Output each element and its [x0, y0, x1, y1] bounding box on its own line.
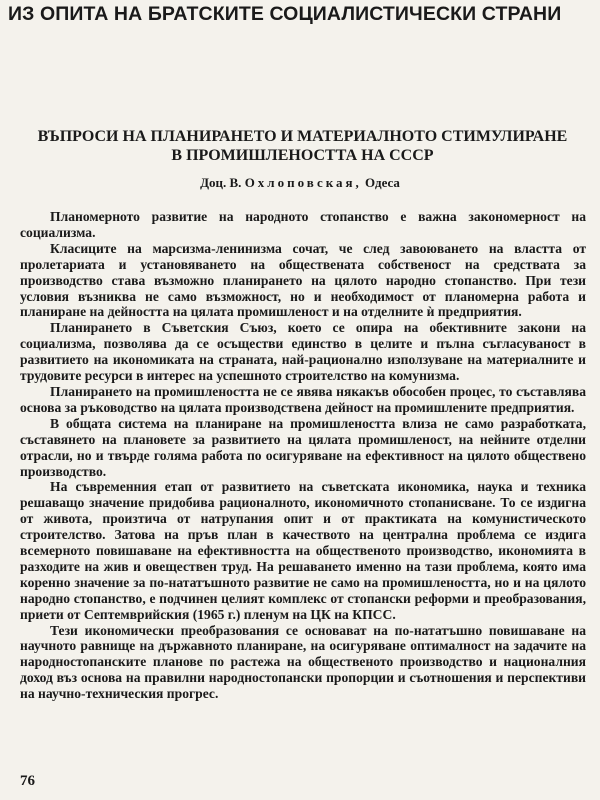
- paragraph: Планирането в Съветския Съюз, което се опира на обективните закони на социализма, позволява да се осъществи единство в целите и пълна съгласуваност в развитието на икономиката на страната, най-рационално използуване на материалните и трудовите ресурси в интерес на успешното строителство на комунизма.: [20, 320, 586, 384]
- paragraph: На съвременния етап от развитието на съветската икономика, наука и техника решаващо значение придобива рационалното, икономичното стопанисване. То се издигна от живота, произтича от натрупания опит и от практиката на комунистическото строителство. Затова на пръв план в качеството на централна проблема се издига всемерното повишаване на ефективността на общественото производство, икономията в разходите на жив и овеществен труд. На решаването именно на тази проблема, която има коренно значение за по-нататъшното развитие не само на промишлеността, но и на цялото народно стопанство, е подчинен целият комплекс от стопански реформи и преобразования, приети от Септемврийския (1965 г.) пленум на ЦК на КПСС.: [20, 479, 586, 622]
- paragraph: Тези икономически преобразования се основават на по-нататъшно повишаване на научното равнище на държавното планиране, на осигуряване оптималност на задачите на народностопанските планове по растежа на общественото производство и националния доход въз основа на правилни народностопански пропорции и съотношения и перспективи на научно-техническия прогрес.: [20, 622, 586, 702]
- author-byline: [0, 175, 600, 191]
- article-title-line-2: В ПРОМИШЛЕНОСТТА НА СССР: [171, 147, 434, 164]
- paragraph: Класиците на марсизма-ленинизма сочат, че след завоюването на властта от пролетариата и установяването на обществената собственост на средствата за производство става възможно планирането на цялото народно стопанство. При тези условия възниква не само възможност, но и необходимост от планомерна работа и планиране на дейността на цялата промишленост и на отделните ѝ предприятия.: [20, 240, 586, 320]
- article-body: [20, 209, 586, 702]
- paragraph: Планирането на промишлеността не се явява някакъв обособен процес, то съставлява основа за ръководство на цялата производствена дейност на промишлените предприятия.: [20, 383, 586, 415]
- article-title-line-1: ВЪПРОСИ НА ПЛАНИРАНЕТО И МАТЕРИАЛНОТО СТИМУЛИРАНЕ: [37, 128, 568, 145]
- author-prefix: Доц. В.: [200, 175, 242, 190]
- page-number: 76: [20, 773, 35, 789]
- running-head: ИЗ ОПИТА НА БРАТСКИТЕ СОЦИАЛИСТИЧЕСКИ СТРАНИ: [8, 3, 562, 25]
- paragraph: Планомерното развитие на народното стопанство е важна закономерност на социализма.: [20, 209, 586, 240]
- paragraph: В общата система на планиране на промишлеността влиза не само разработката, съставянето на плановете за развитието на цялата промишленост, на нейните отделни отрасли, но и твърде голяма работа по осигуряване на ефективност на цялото обществено производство.: [20, 415, 586, 479]
- author-place: Одеса: [365, 175, 400, 190]
- article-title: [20, 127, 585, 165]
- author-name: Охлоповская,: [244, 175, 362, 190]
